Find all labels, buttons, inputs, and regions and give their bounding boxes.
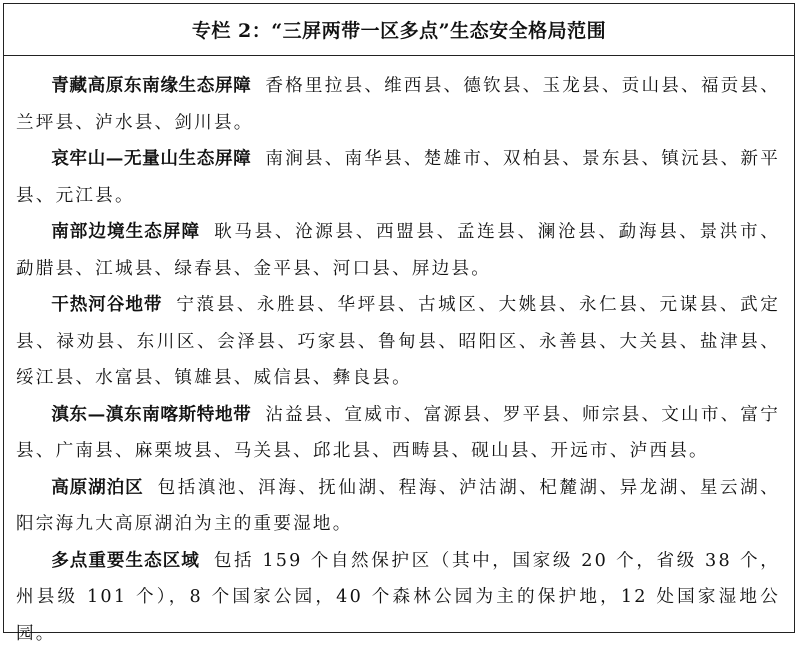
section-paragraph bbox=[16, 214, 780, 287]
section-text: 包括 159 个自然保护区（其中，国家级 20 个，省级 38 个，州县级 101 个），8 个国家公园，40 个森林公园为主的保护地，12 处国家湿地公园。 bbox=[16, 551, 780, 644]
column-box bbox=[3, 3, 795, 633]
section-text: 沾益县、宣威市、富源县、罗平县、师宗县、文山市、富宁县、广南县、麻栗坡县、马关县、邱北县、西畴县、砚山县、开远市、泸西县。 bbox=[16, 405, 780, 462]
section-paragraph bbox=[16, 287, 780, 397]
section-paragraph bbox=[16, 397, 780, 470]
section-text: 南涧县、南华县、楚雄市、双柏县、景东县、镇沅县、新平县、元江县。 bbox=[16, 149, 780, 206]
section-paragraph bbox=[16, 543, 780, 652]
section-heading: 干热河谷地带 bbox=[51, 294, 162, 315]
section-text: 耿马县、沧源县、西盟县、孟连县、澜沧县、勐海县、景洪市、勐腊县、江城县、绿春县、金平县、河口县、屏边县。 bbox=[16, 222, 780, 279]
section-text: 宁蒗县、永胜县、华坪县、古城区、大姚县、永仁县、元谋县、武定县、禄劝县、东川区、会泽县、巧家县、鲁甸县、昭阳区、永善县、大关县、盐津县、绥江县、水富县、镇雄县、威信县、彝良县。 bbox=[16, 295, 780, 388]
box-title: 专栏 2：“三屏两带一区多点”生态安全格局范围 bbox=[4, 4, 794, 56]
section-heading: 高原湖泊区 bbox=[51, 477, 143, 498]
section-heading: 多点重要生态区域 bbox=[51, 550, 200, 571]
section-text: 香格里拉县、维西县、德钦县、玉龙县、贡山县、福贡县、兰坪县、泸水县、剑川县。 bbox=[16, 76, 780, 133]
section-heading: 南部边境生态屏障 bbox=[51, 221, 200, 242]
section-heading: 滇东—滇东南喀斯特地带 bbox=[51, 404, 251, 425]
section-paragraph bbox=[16, 470, 780, 543]
box-content bbox=[4, 56, 794, 652]
section-heading: 青藏高原东南缘生态屏障 bbox=[51, 75, 251, 96]
section-paragraph bbox=[16, 141, 780, 214]
section-heading: 哀牢山—无量山生态屏障 bbox=[51, 148, 251, 169]
section-paragraph bbox=[16, 68, 780, 141]
section-text: 包括滇池、洱海、抚仙湖、程海、泸沽湖、杞麓湖、异龙湖、星云湖、阳宗海九大高原湖泊为主的重要湿地。 bbox=[16, 478, 780, 535]
